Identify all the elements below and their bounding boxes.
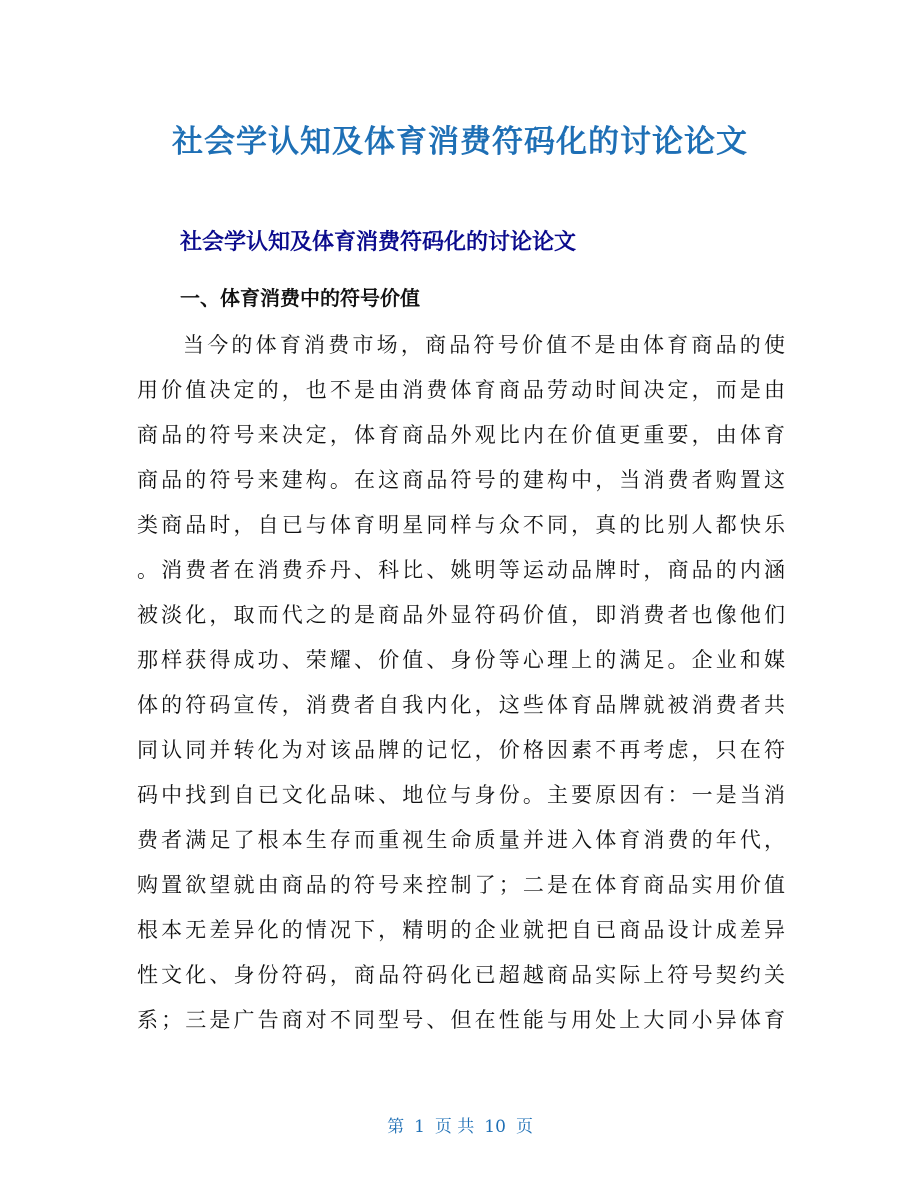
page-label-suffix: 页 xyxy=(515,1117,533,1137)
paragraph-line: 用价值决定的，也不是由消费体育商品劳动时间决定，而是由 xyxy=(137,378,785,402)
paragraph-line: 体的符码宣传，消费者自我内化，这些体育品牌就被消费者共 xyxy=(137,693,785,717)
paragraph-line: 费者满足了根本生存而重视生命质量并进入体育消费的年代， xyxy=(137,828,785,852)
paragraph-line: 购置欲望就由商品的符号来控制了；二是在体育商品实用价值 xyxy=(137,873,785,897)
total-pages-number: 10 xyxy=(484,1117,506,1137)
paragraph-line: 类商品时，自已与体育明星同样与众不同，真的比别人都快乐 xyxy=(137,513,785,537)
paragraph-line: 。消费者在消费乔丹、科比、姚明等运动品牌时，商品的内涵 xyxy=(137,558,785,582)
page-label-mid: 页 共 xyxy=(434,1117,475,1137)
page-label-prefix: 第 xyxy=(387,1117,405,1137)
paragraph-line: 商品的符号来建构。在这商品符号的建构中，当消费者购置这 xyxy=(137,468,785,492)
paragraph-line: 码中找到自已文化品味、地位与身份。主要原因有：一是当消 xyxy=(137,783,785,807)
section-heading: 一、体育消费中的符号价值 xyxy=(180,286,420,310)
paragraph-line: 性文化、身份符码，商品符码化已超越商品实际上符号契约关 xyxy=(137,963,785,987)
paragraph-line: 商品的符号来决定，体育商品外观比内在价值更重要，由体育 xyxy=(137,423,785,447)
current-page-number: 1 xyxy=(414,1117,425,1137)
paragraph-line: 根本无差异化的情况下，精明的企业就把自已商品设计成差异 xyxy=(137,918,785,942)
document-title: 社会学认知及体育消费符码化的讨论论文 xyxy=(172,124,748,160)
paragraph-line: 同认同并转化为对该品牌的记忆，价格因素不再考虑，只在符 xyxy=(137,738,785,762)
document-subtitle: 社会学认知及体育消费符码化的讨论论文 xyxy=(180,230,577,255)
body-paragraph xyxy=(137,323,785,1043)
paragraph-line: 那样获得成功、荣耀、价值、身份等心理上的满足。企业和媒 xyxy=(137,648,785,672)
paragraph-line: 系；三是广告商对不同型号、但在性能与用处上大同小异体育 xyxy=(137,1008,785,1032)
paragraph-line: 当今的体育消费市场，商品符号价值不是由体育商品的使 xyxy=(183,333,785,357)
page-footer xyxy=(0,1112,920,1137)
paragraph-line: 被淡化，取而代之的是商品外显符码价值，即消费者也像他们 xyxy=(137,603,785,627)
